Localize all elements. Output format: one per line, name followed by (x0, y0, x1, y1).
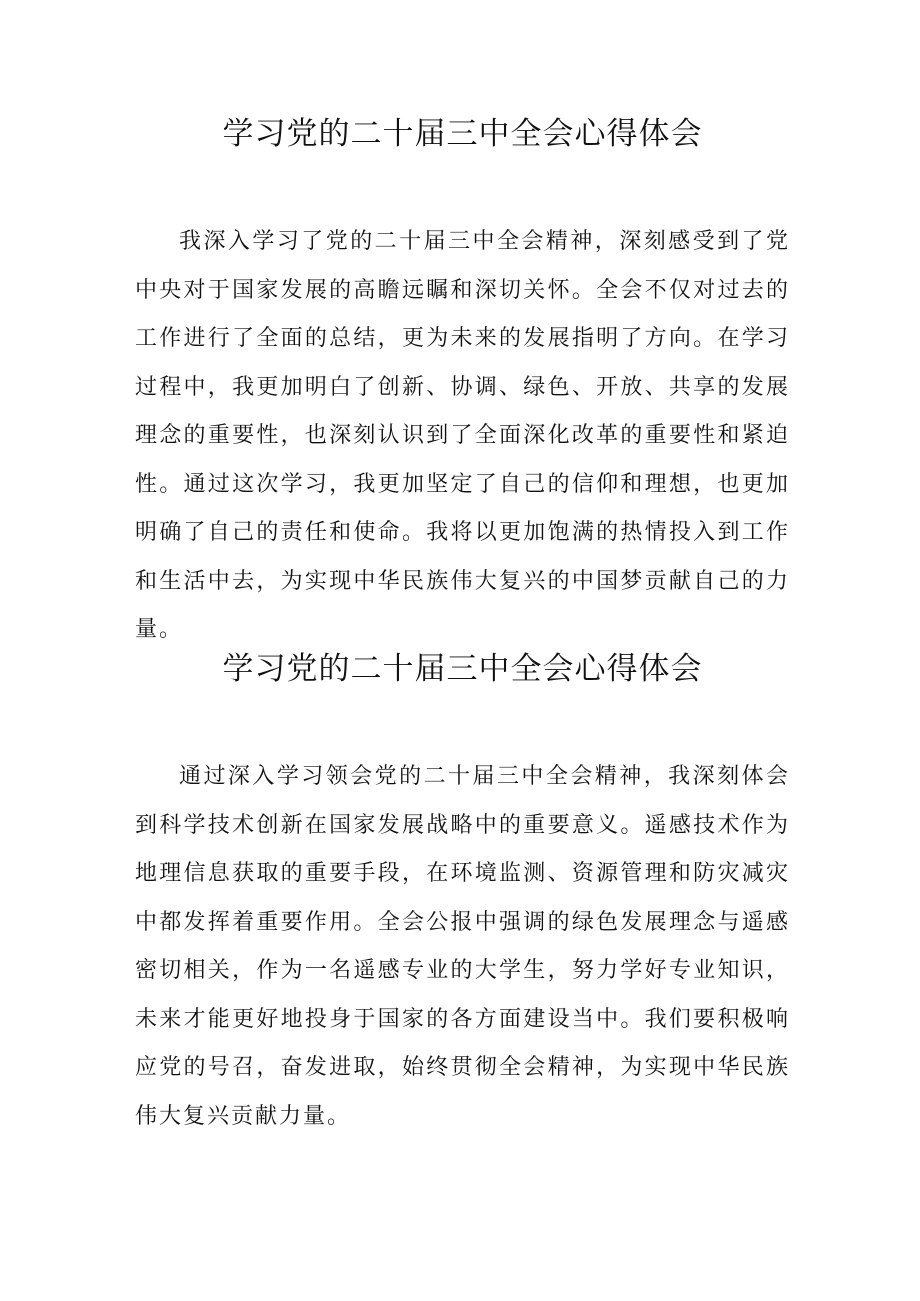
essay-paragraph-2: 通过深入学习领会党的二十届三中全会精神，我深刻体会到科学技术创新在国家发展战略中的重要意义。遥感技术作为地理信息获取的重要手段，在环境监测、资源管理和防灾减灾中都发挥着重要作用。全会公报中强调的绿色发展理念与遥感密切相关，作为一名遥感专业的大学生，努力学好专业知识，未来才能更好地投身于国家的各方面建设当中。我们要积极响应党的号召，奋发进取，始终贯彻全会精神，为实现中华民族伟大复兴贡献力量。 (135, 764, 790, 1129)
essay-title-1: 学习党的二十届三中全会心得体会 (222, 116, 703, 152)
essay-section-1 (135, 112, 790, 655)
essay-title-2: 学习党的二十届三中全会心得体会 (222, 651, 703, 687)
essay-paragraph-1: 我深入学习了党的二十届三中全会精神，深刻感受到了党中央对于国家发展的高瞻远瞩和深切关怀。全会不仅对过去的工作进行了全面的总结，更为未来的发展指明了方向。在学习过程中，我更加明白了创新、协调、绿色、开放、共享的发展理念的重要性，也深刻认识到了全面深化改革的重要性和紧迫性。通过这次学习，我更加坚定了自己的信仰和理想，也更加明确了自己的责任和使命。我将以更加饱满的热情投入到工作和生活中去，为实现中华民族伟大复兴的中国梦贡献自己的力量。 (135, 229, 790, 642)
essay-section-2 (135, 647, 790, 1141)
